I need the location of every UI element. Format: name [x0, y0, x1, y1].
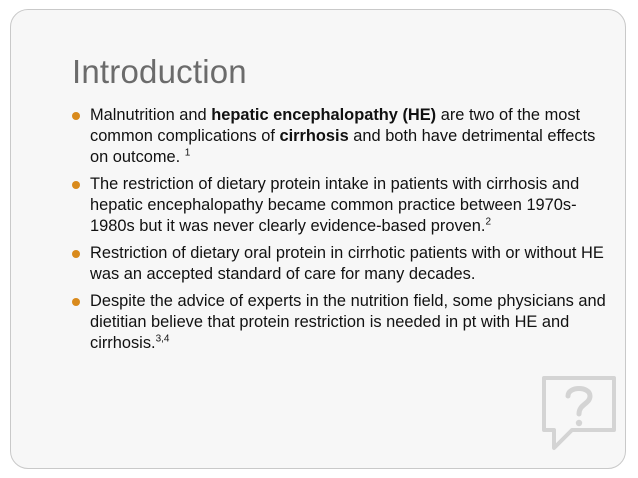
citation-superscript: 2	[485, 216, 491, 228]
bullet-text-part: Despite the advice of experts in the nutrition field, some physicians and dietitian believe that protein restriction is needed in pt with HE and cirrhosis.	[90, 292, 606, 352]
bullet-dot	[72, 112, 80, 120]
bullet-text-bold: hepatic encephalopathy (HE)	[211, 106, 437, 124]
bullet-text-part: Restriction of dietary oral protein in cirrhotic patients with or without HE was an accepted standard of care for many decades.	[90, 244, 604, 283]
bullet-text-bold: cirrhosis	[279, 127, 349, 145]
bullet-dot	[72, 298, 80, 306]
bullet-text-part: Malnutrition and	[90, 106, 212, 124]
bullet-item	[70, 105, 610, 168]
citation-superscript: 3,4	[155, 333, 170, 345]
bullet-item	[70, 243, 610, 285]
bullet-text-part: are two of the most common complications of	[90, 106, 581, 145]
bullet-text-part: and both have detrimental effects on outcome.	[90, 127, 596, 166]
slide-title: Introduction	[72, 53, 247, 90]
citation-superscript: 1	[184, 147, 191, 159]
bullet-text-part: The restriction of dietary protein intake in patients with cirrhosis and hepatic encephalopathy became common practice between 1970s- 1980s but it was never clearly evidence-based proven.	[90, 175, 580, 235]
question-bubble-icon	[538, 372, 620, 454]
bullet-dot	[72, 250, 80, 258]
bullet-list	[70, 105, 610, 360]
bullet-item	[70, 291, 610, 354]
bullet-item	[70, 174, 610, 237]
bullet-dot	[72, 181, 80, 189]
